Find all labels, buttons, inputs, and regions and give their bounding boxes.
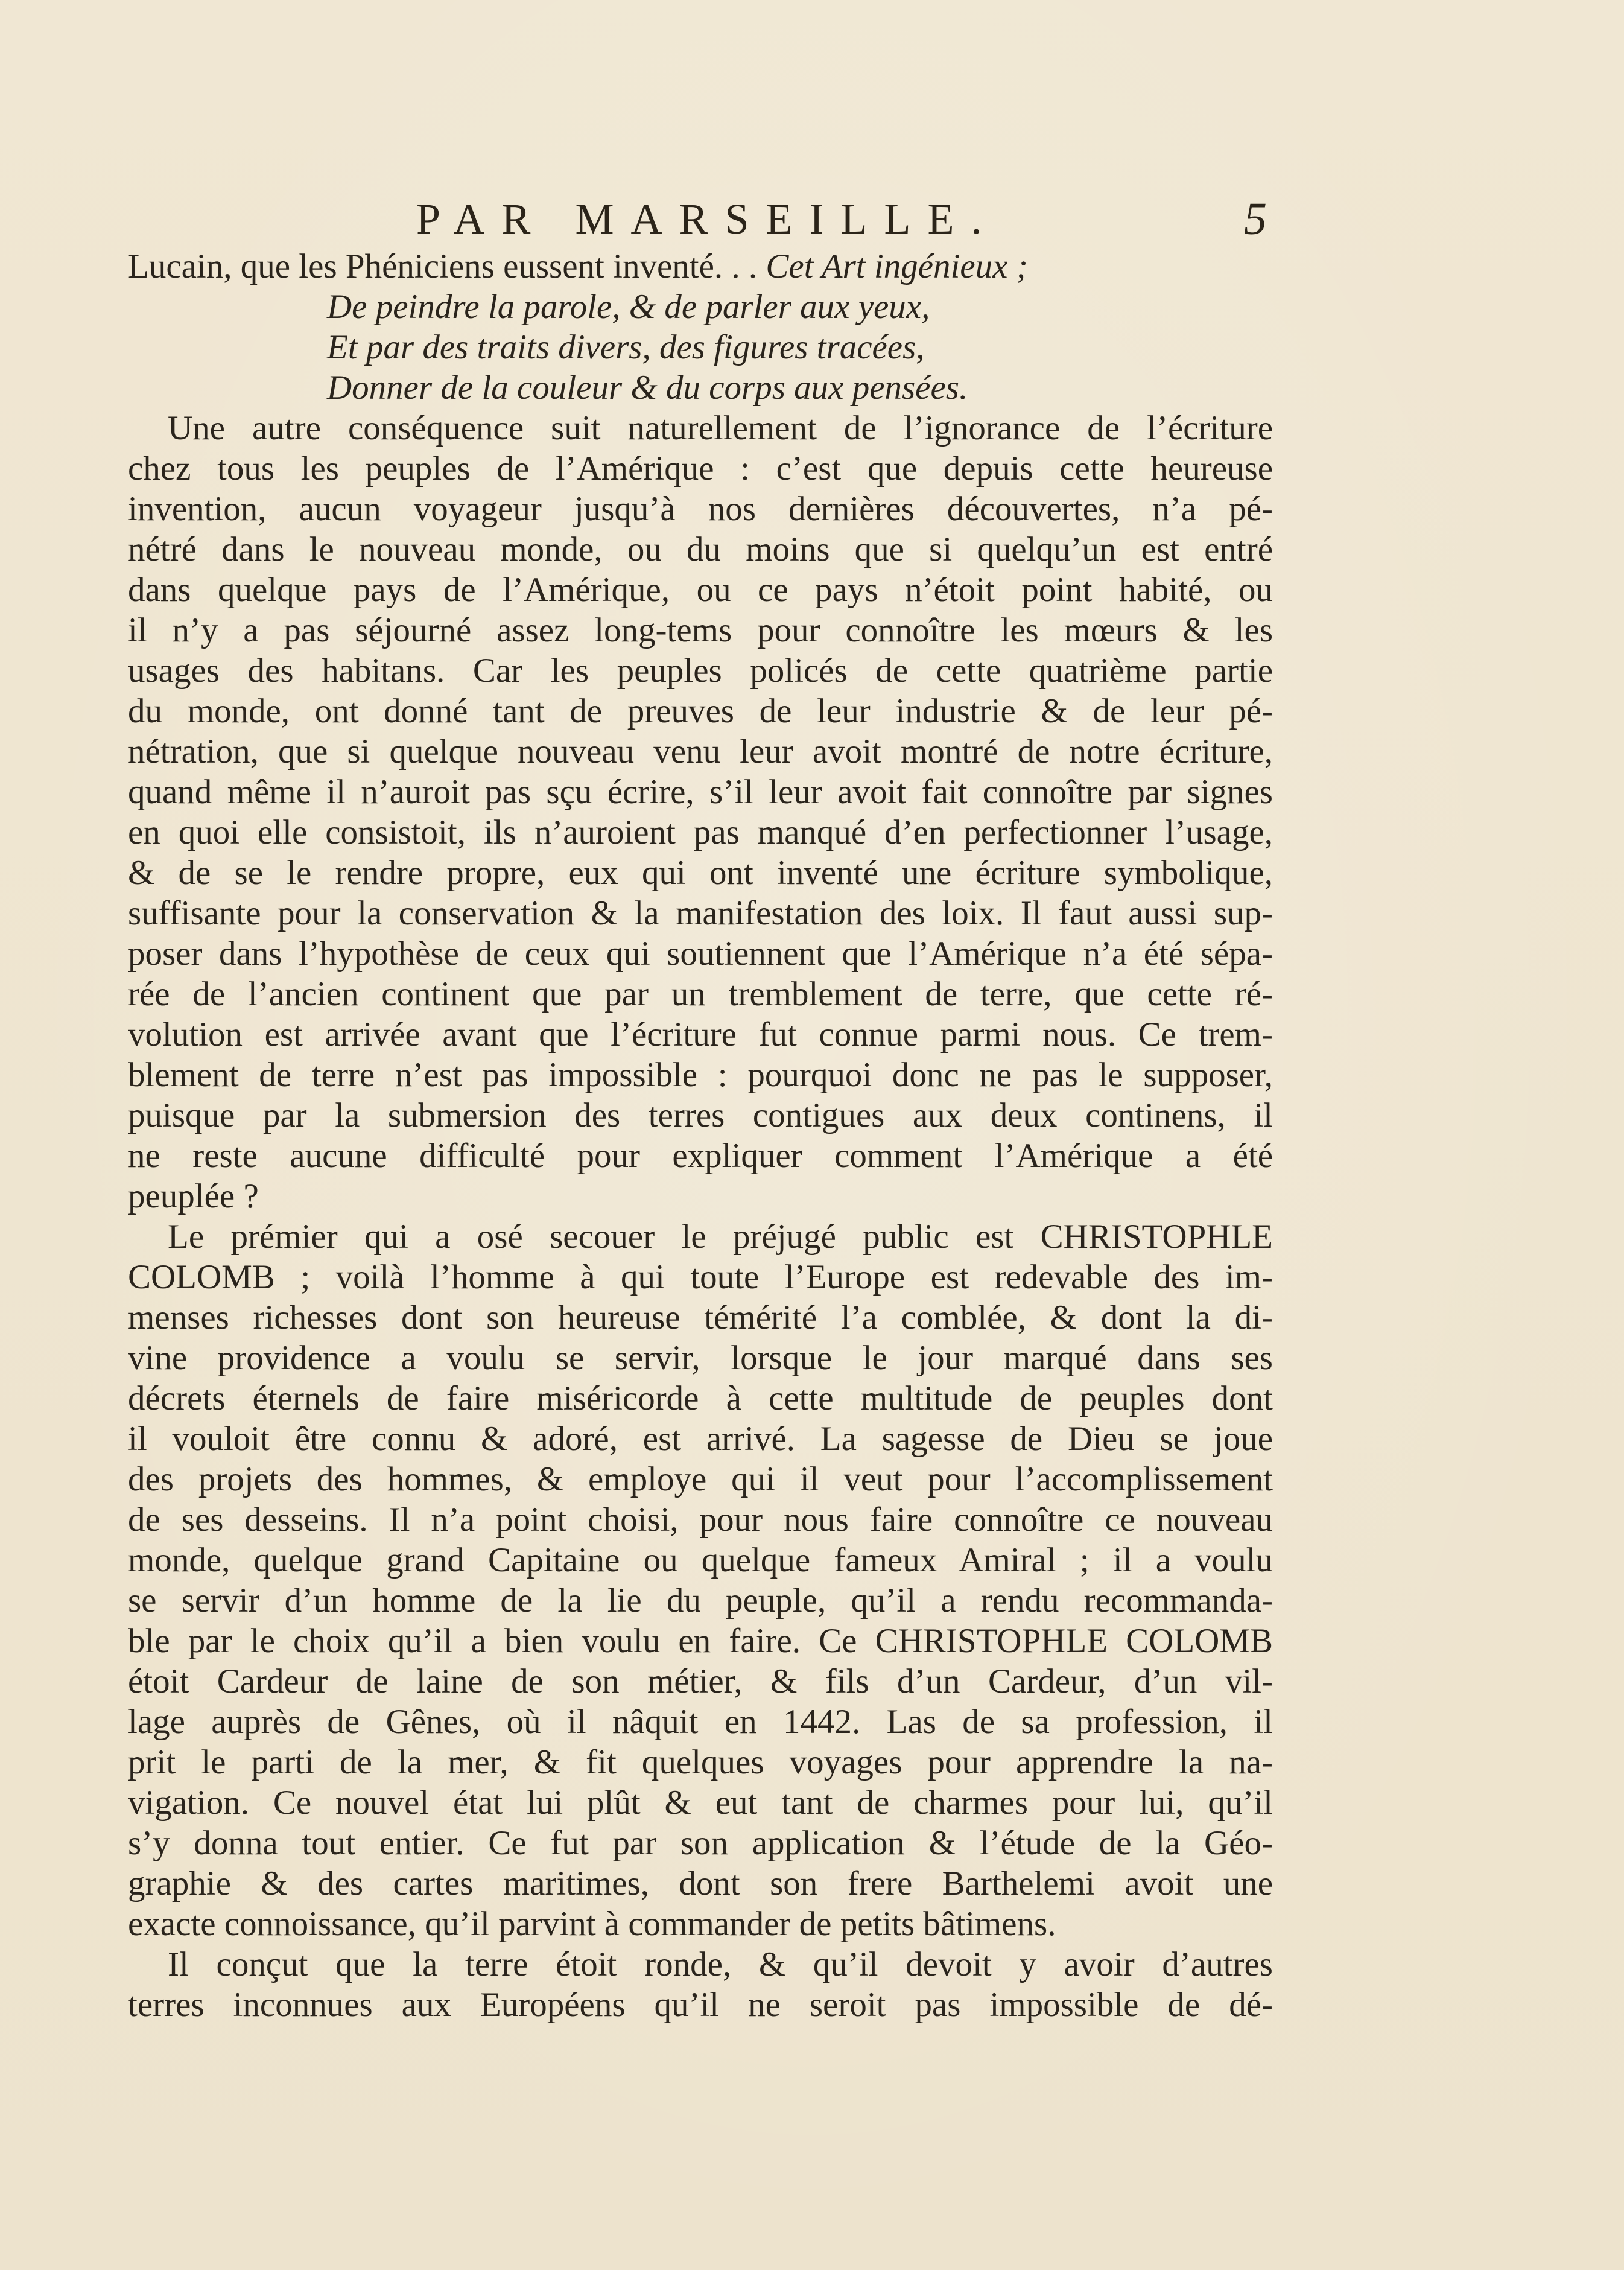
text-line: menses richesses dont son heureuse témérité l’a comblée, & dont la di- <box>128 1299 1273 1337</box>
paragraph-start: Le prémier qui a osé secouer le préjugé public est CHRISTOPHLE <box>168 1218 1273 1256</box>
text-line: en quoi elle consistoit, ils n’auroient pas manqué d’en perfectionner l’usage, <box>128 813 1273 851</box>
text-line: vigation. Ce nouvel état lui plût & eut tant de charmes pour lui, qu’il <box>128 1784 1273 1822</box>
text-line: dans quelque pays de l’Amérique, ou ce pays n’étoit point habité, ou <box>128 571 1273 609</box>
body-text <box>128 246 1273 2025</box>
paragraph-start: Une autre conséquence suit naturellement de l’ignorance de l’écriture <box>168 409 1273 447</box>
text-line: vine providence a voulu se servir, lorsque le jour marqué dans ses <box>128 1339 1273 1377</box>
text-line: du monde, ont donné tant de preuves de leur industrie & de leur pé- <box>128 692 1273 730</box>
text-line: ble par le choix qu’il a bien voulu en faire. Ce CHRISTOPHLE COLOMB <box>128 1622 1273 1660</box>
text-line-1-roman: Lucain, que les Phéniciens eussent inventé. . . <box>128 247 758 285</box>
text-line: quand même il n’auroit pas sçu écrire, s’il leur avoit fait connoître par signes <box>128 773 1273 811</box>
text-line: invention, aucun voyageur jusqu’à nos dernières découvertes, n’a pé- <box>128 490 1273 528</box>
text-line: graphie & des cartes maritimes, dont son frere Barthelemi avoit une <box>128 1865 1273 1903</box>
text-line: chez tous les peuples de l’Amérique : c’est que depuis cette heureuse <box>128 450 1273 488</box>
text-line: COLOMB ; voilà l’homme à qui toute l’Europe est redevable des im- <box>128 1258 1273 1296</box>
text-line: il vouloit être connu & adoré, est arrivé. La sagesse de Dieu se joue <box>128 1420 1273 1458</box>
text-line: s’y donna tout entier. Ce fut par son application & l’étude de la Géo- <box>128 1824 1273 1862</box>
running-head <box>0 192 1624 246</box>
text-line: nétré dans le nouveau monde, ou du moins que si quelqu’un est entré <box>128 530 1273 568</box>
text-line: & de se le rendre propre, eux qui ont inventé une écriture symbolique, <box>128 854 1273 892</box>
text-line: terres inconnues aux Européens qu’il ne seroit pas impossible de dé- <box>128 1986 1273 2024</box>
text-line-1-italic: Cet Art ingénieux ; <box>757 247 1028 285</box>
text-line: blement de terre n’est pas impossible : pourquoi donc ne pas le supposer, <box>128 1056 1273 1094</box>
text-line: décrets éternels de faire miséricorde à cette multitude de peuples dont <box>128 1379 1273 1417</box>
text-line: ne reste aucune difficulté pour expliquer comment l’Amérique a été <box>128 1137 1273 1175</box>
text-line-1 <box>128 246 1273 287</box>
text-line: rée de l’ancien continent que par un tremblement de terre, que cette ré- <box>128 975 1273 1013</box>
text-line: il n’y a pas séjourné assez long-tems pour connoître les mœurs & les <box>128 611 1273 649</box>
text-line: suffisante pour la conservation & la manifestation des loix. Il faut aussi sup- <box>128 894 1273 932</box>
text-line: nétration, que si quelque nouveau venu leur avoit montré de notre écriture, <box>128 733 1273 771</box>
verse-line-2: Et par des traits divers, des figures tracées, <box>327 328 925 366</box>
text-line: monde, quelque grand Capitaine ou quelque fameux Amiral ; il a voulu <box>128 1541 1273 1579</box>
verse-line-3: Donner de la couleur & du corps aux pensées. <box>327 369 968 407</box>
text-line: prit le parti de la mer, & fit quelques voyages pour apprendre la na- <box>128 1743 1273 1781</box>
text-line: étoit Cardeur de laine de son métier, & fils d’un Cardeur, d’un vil- <box>128 1662 1273 1700</box>
text-line: puisque par la submersion des terres contigues aux deux continens, il <box>128 1096 1273 1134</box>
text-line: des projets des hommes, & employe qui il veut pour l’accomplissement <box>128 1460 1273 1498</box>
text-line: lage auprès de Gênes, où il nâquit en 1442. Las de sa profession, il <box>128 1703 1273 1741</box>
verse-line-1: De peindre la parole, & de parler aux yeux, <box>327 288 930 326</box>
text-line: usages des habitans. Car les peuples policés de cette quatrième partie <box>128 652 1273 690</box>
page-number: 5 <box>1244 194 1267 244</box>
running-title: PAR MARSEILLE. <box>416 195 999 243</box>
text-line: de ses desseins. Il n’a point choisi, pour nous faire connoître ce nouveau <box>128 1501 1273 1539</box>
text-line: se servir d’un homme de la lie du peuple, qu’il a rendu recommanda- <box>128 1582 1273 1620</box>
paragraph-end: peuplée ? <box>128 1177 259 1215</box>
text-line: poser dans l’hypothèse de ceux qui soutiennent que l’Amérique n’a été sépa- <box>128 935 1273 973</box>
text-line: volution est arrivée avant que l’écriture fut connue parmi nous. Ce trem- <box>128 1016 1273 1054</box>
paragraph-start: Il conçut que la terre étoit ronde, & qu’il devoit y avoir d’autres <box>168 1945 1273 1983</box>
paragraph-end: exacte connoissance, qu’il parvint à commander de petits bâtimens. <box>128 1905 1056 1943</box>
